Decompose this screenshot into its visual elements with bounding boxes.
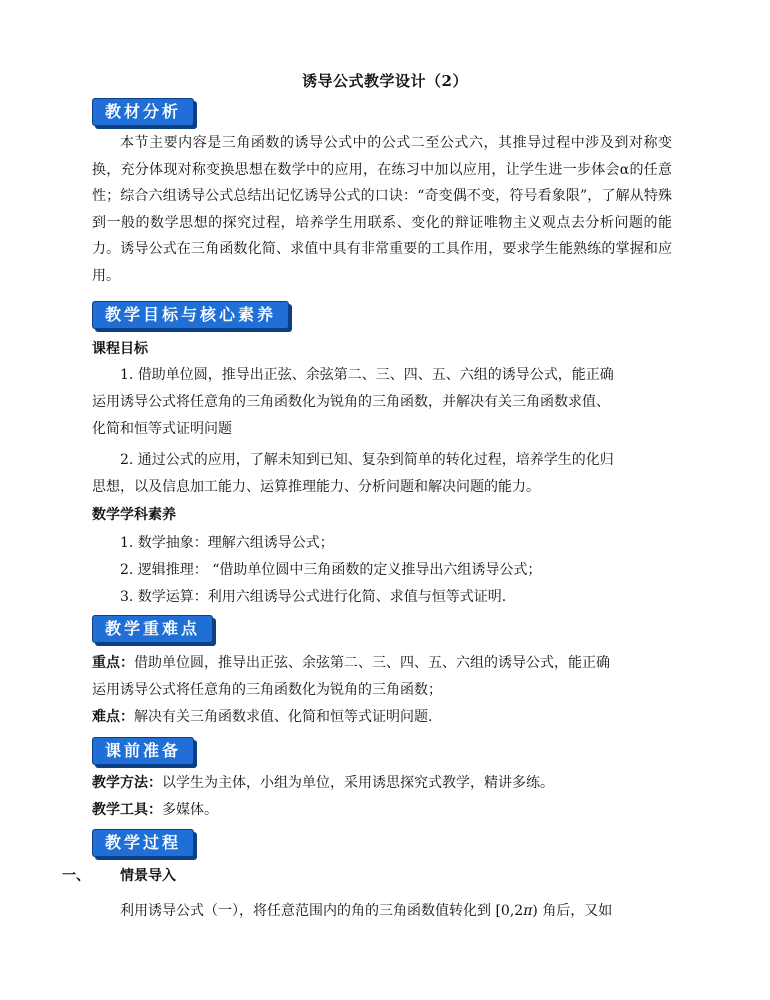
section-badge-goals: 教学目标与核心素养	[92, 301, 289, 329]
section-badge-process: 教学过程	[92, 829, 194, 857]
step-number: 一、	[62, 868, 90, 884]
literacy-item-3: 3. 数学运算：利用六组诱导公式进行化简、求值与恒等式证明.	[120, 589, 507, 605]
interval-close: )	[532, 903, 538, 919]
course-goal-2-line-2: 思想，以及信息加工能力、运算推理能力、分析问题和解决问题的能力。	[92, 479, 540, 495]
difficult-text: 解决有关三角函数求值、化简和恒等式证明问题.	[134, 709, 433, 725]
teaching-method-line	[92, 770, 554, 796]
section-badge-analysis: 教材分析	[92, 98, 194, 126]
intro-text-a: 利用诱导公式（一），将任意范围内的角的三角函数值转化到	[120, 903, 491, 919]
interval-open: [0,2	[495, 903, 524, 919]
literacy-item-1: 1. 数学抽象：理解六组诱导公式；	[120, 535, 334, 551]
key-text-1: 借助单位圆，推导出正弦、余弦第二、三、四、五、六组的诱导公式，能正确	[134, 655, 610, 671]
tools-text: 多媒体。	[162, 802, 218, 818]
method-text: 以学生为主体，小组为单位，采用诱思探究式教学，精讲多练。	[162, 775, 554, 791]
tools-label: 教学工具：	[92, 802, 162, 818]
key-label: 重点：	[92, 655, 134, 671]
intro-paragraph-line	[120, 898, 612, 924]
course-goal-1-line-3: 化简和恒等式证明问题	[92, 421, 232, 437]
course-goals-heading: 课程目标	[92, 341, 148, 357]
pi-symbol: π	[523, 903, 533, 919]
page-title: 诱导公式教学设计（2）	[302, 72, 468, 90]
teaching-tools-line	[92, 797, 218, 823]
difficult-point-line	[92, 704, 432, 730]
key-point-line-2: 运用诱导公式将任意角的三角函数化为锐角的三角函数；	[92, 682, 442, 698]
method-label: 教学方法：	[92, 775, 162, 791]
intro-text-b: 角后，又如	[542, 903, 613, 919]
key-point-line-1	[92, 650, 610, 676]
literacy-heading: 数学学科素养	[92, 507, 176, 523]
analysis-paragraph: 本节主要内容是三角函数的诱导公式中的公式二至公式六，其推导过程中涉及到对称变换，充分体现对称变换思想在数学中的应用，在练习中加以应用，让学生进一步体会α的任意性；综合六组诱导公式总结出记忆诱导公式的口诀：“奇变偶不变，符号看象限”，了解从特殊到一般的数学思想的探究过程，培养学生用联系、变化的辩证唯物主义观点去分析问题的能力。诱导公式在三角函数化简、求值中具有非常重要的工具作用，要求学生能熟练的掌握和应用。	[92, 135, 672, 284]
course-goal-1-line-1: 1. 借助单位圆，推导出正弦、余弦第二、三、四、五、六组的诱导公式，能正确	[120, 367, 614, 383]
difficult-label: 难点：	[92, 709, 134, 725]
literacy-item-2: 2. 逻辑推理： “借助单位圆中三角函数的定义推导出六组诱导公式；	[120, 562, 542, 578]
step-title: 情景导入	[120, 868, 176, 884]
course-goal-2-line-1: 2. 通过公式的应用，了解未知到已知、复杂到简单的转化过程，培养学生的化归	[120, 452, 614, 468]
course-goal-1-line-2: 运用诱导公式将任意角的三角函数化为锐角的三角函数，并解决有关三角函数求值、	[92, 394, 610, 410]
section-badge-preparation: 课前准备	[92, 737, 194, 765]
section-badge-key-points: 教学重难点	[92, 615, 213, 643]
